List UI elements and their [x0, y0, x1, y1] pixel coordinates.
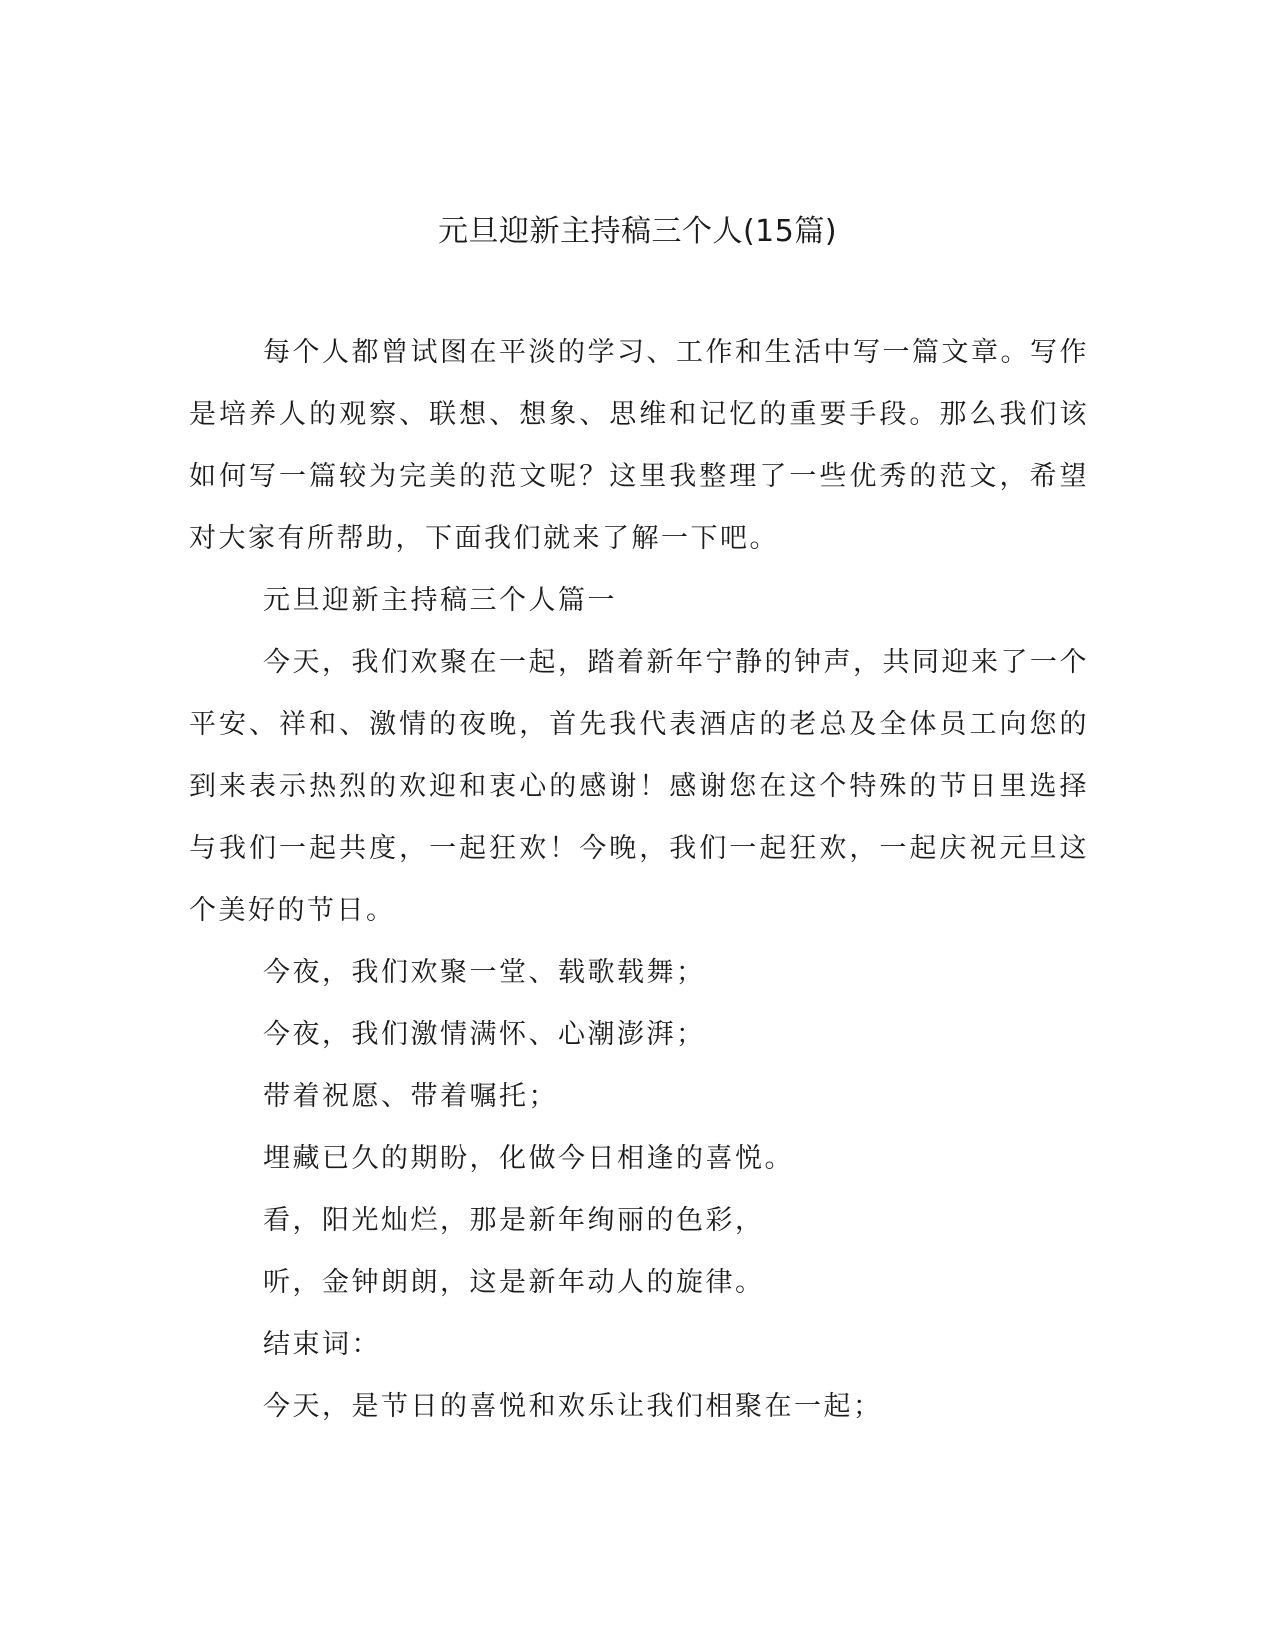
verse-line: 带着祝愿、带着嘱托；: [263, 1081, 558, 1112]
verse-line: 今夜，我们激情满怀、心潮澎湃；: [263, 1019, 706, 1050]
section-heading: 元旦迎新主持稿三个人篇一: [263, 585, 617, 616]
intro-paragraph: 每个人都曾试图在平淡的学习、工作和生活中写一篇文章。写作是培养人的观察、联想、想象、思维和记忆的重要手段。那么我们该如何写一篇较为完美的范文呢？这里我整理了一些优秀的范文，希望对大家有所帮助，下面我们就来了解一下吧。: [189, 337, 1089, 554]
verse-line: 听，金钟朗朗，这是新年动人的旋律。: [263, 1267, 765, 1298]
document-title: 元旦迎新主持稿三个人(15篇): [437, 214, 838, 249]
closing-line: 今天，是节日的喜悦和欢乐让我们相聚在一起；: [263, 1391, 883, 1422]
closing-heading: 结束词：: [263, 1329, 381, 1360]
opening-paragraph: 今天，我们欢聚在一起，踏着新年宁静的钟声，共同迎来了一个平安、祥和、激情的夜晚，首先我代表酒店的老总及全体员工向您的到来表示热烈的欢迎和衷心的感谢！感谢您在这个特殊的节日里选择与我们一起共度，一起狂欢！今晚，我们一起狂欢，一起庆祝元旦这个美好的节日。: [189, 647, 1089, 926]
verse-line: 埋藏已久的期盼，化做今日相逢的喜悦。: [263, 1143, 794, 1174]
verse-line: 看，阳光灿烂，那是新年绚丽的色彩，: [263, 1205, 765, 1236]
verse-line: 今夜，我们欢聚一堂、载歌载舞；: [263, 957, 706, 988]
document-body: [189, 322, 1089, 1438]
